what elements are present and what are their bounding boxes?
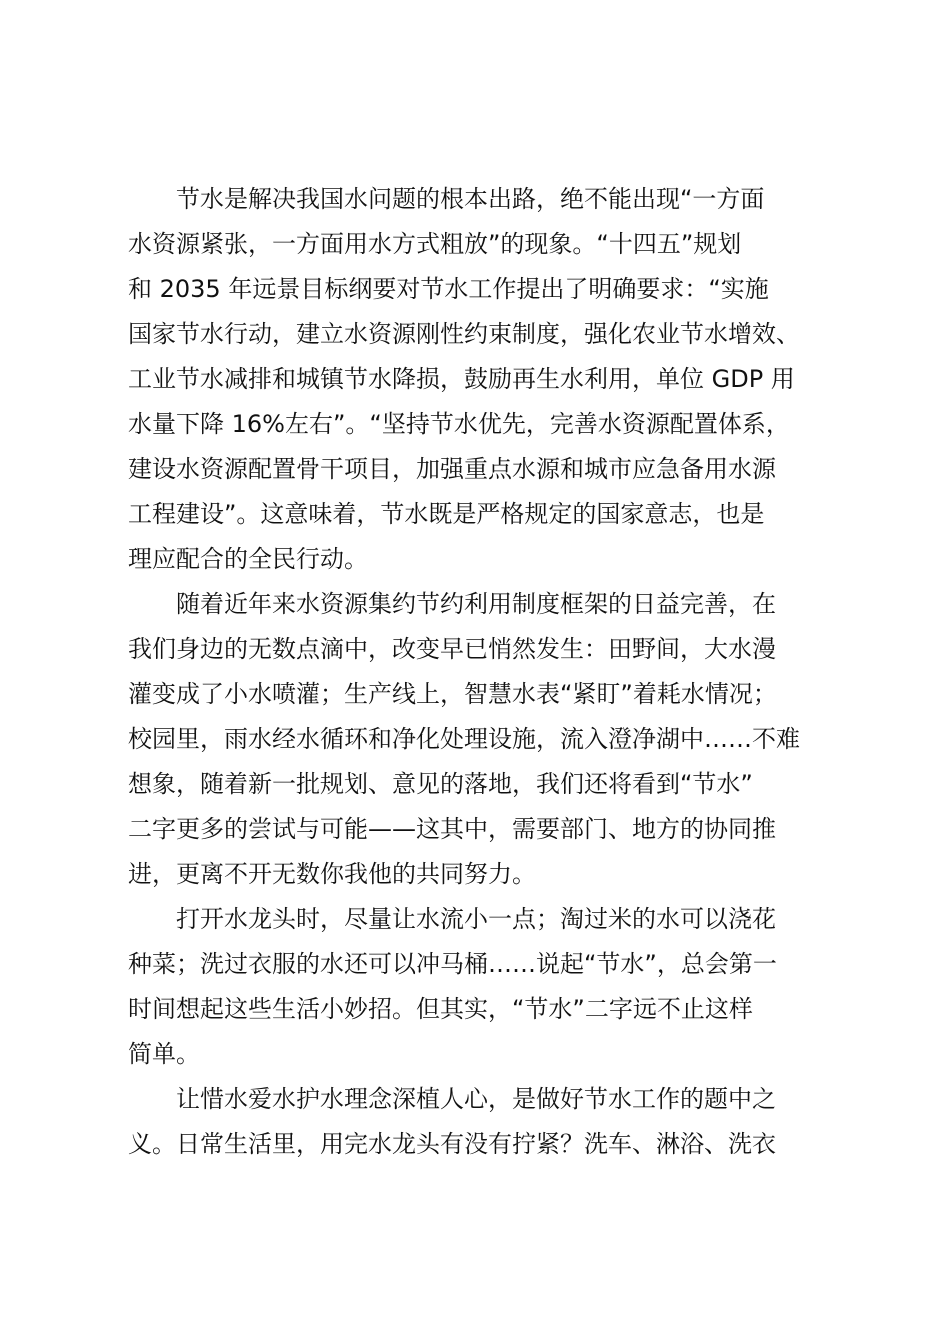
text-line: 工业节水减排和城镇节水降损，鼓励再生水利用，单位 GDP 用 [128,365,795,393]
text-line: 想象，随着新一批规划、意见的落地，我们还将看到“节水” [128,770,753,798]
text-line: 节水是解决我国水问题的根本出路，绝不能出现“一方面 [176,185,765,213]
text-line: 我们身边的无数点滴中，改变早已悄然发生：田野间，大水漫 [128,635,776,663]
text-line: 简单。 [128,1040,200,1068]
text-line: 水量下降 16%左右”。“坚持节水优先，完善水资源配置体系， [128,410,790,438]
paragraph-4 [128,1077,848,1167]
text-line: 打开水龙头时，尽量让水流小一点；淘过米的水可以浇花 [176,905,776,933]
text-line: 种菜；洗过衣服的水还可以冲马桶……说起“节水”，总会第一 [128,950,777,978]
text-line: 理应配合的全民行动。 [128,545,368,573]
paragraph-2 [128,582,848,897]
text-line: 建设水资源配置骨干项目，加强重点水源和城市应急备用水源 [128,455,776,483]
paragraph-1 [128,177,848,582]
text-line: 随着近年来水资源集约节约利用制度框架的日益完善，在 [176,590,776,618]
text-line: 和 2035 年远景目标纲要对节水工作提出了明确要求：“实施 [128,275,769,303]
article-body [128,177,848,1167]
text-line: 时间想起这些生活小妙招。但其实，“节水”二字远不止这样 [128,995,753,1023]
text-line: 进，更离不开无数你我他的共同努力。 [128,860,536,888]
text-line: 工程建设”。这意味着，节水既是严格规定的国家意志，也是 [128,500,765,528]
text-line: 水资源紧张，一方面用水方式粗放”的现象。“十四五”规划 [128,230,742,258]
text-line: 灌变成了小水喷灌；生产线上，智慧水表“紧盯”着耗水情况； [128,680,777,708]
text-line: 校园里，雨水经水循环和净化处理设施，流入澄净湖中……不难 [128,725,800,753]
paragraph-3 [128,897,848,1077]
text-line: 国家节水行动，建立水资源刚性约束制度，强化农业节水增效、 [128,320,800,348]
text-line: 义。日常生活里，用完水龙头有没有拧紧？洗车、淋浴、洗衣 [128,1130,776,1158]
text-line: 二字更多的尝试与可能——这其中，需要部门、地方的协同推 [128,815,776,843]
text-line: 让惜水爱水护水理念深植人心，是做好节水工作的题中之 [176,1085,776,1113]
